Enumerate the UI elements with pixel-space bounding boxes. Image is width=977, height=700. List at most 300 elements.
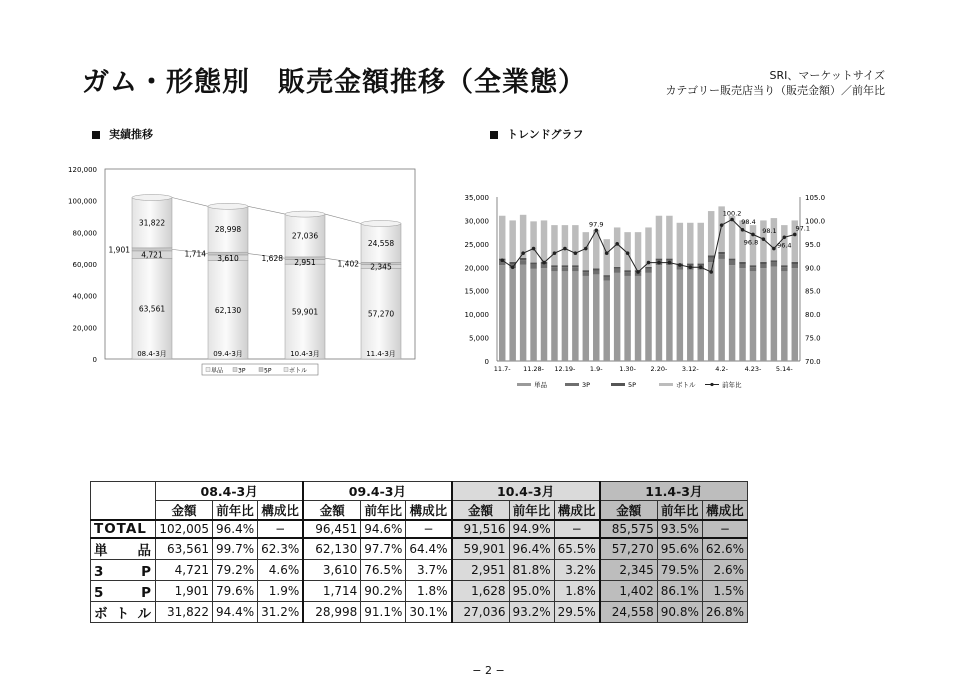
trend-bar-bottle xyxy=(603,239,609,275)
trend-bar-bottle xyxy=(572,225,578,265)
table-cell: 62.6% xyxy=(702,538,747,560)
data-label-3p: 3,610 xyxy=(217,253,239,263)
trend-bar-tanpin xyxy=(509,268,515,361)
legend-label: ボトル xyxy=(676,381,696,389)
yoy-point xyxy=(688,265,692,269)
source-line: カテゴリー販売店当り（販売金額）／前年比 xyxy=(665,84,885,97)
column-subheader: 構成比 xyxy=(554,501,600,521)
x-tick-label: 09.4-3月 xyxy=(213,350,243,358)
y-left-tick-label: 5,000 xyxy=(468,334,489,343)
trend-bar-tanpin xyxy=(635,276,641,361)
table-cell: 91,516 xyxy=(452,520,510,538)
legend-label: ボトル xyxy=(289,367,308,375)
trend-bar-tanpin xyxy=(771,267,777,361)
yoy-point xyxy=(741,228,745,232)
trend-bar-3p xyxy=(572,267,578,271)
yoy-point-label: 100.2 xyxy=(722,209,742,218)
trend-bar-3p xyxy=(603,277,609,281)
yoy-point xyxy=(720,223,724,227)
yoy-point xyxy=(793,233,797,237)
table-cell: 86.1% xyxy=(657,581,702,602)
trend-bar-3p xyxy=(551,267,557,271)
data-label-tanpin: 57,270 xyxy=(367,309,395,319)
table-row xyxy=(91,602,748,623)
table-row xyxy=(91,560,748,581)
row-label: TOTAL xyxy=(91,520,156,538)
trend-bar-tanpin xyxy=(760,268,766,361)
bar-top-cap xyxy=(285,211,325,217)
data-label-5p: 1,628 xyxy=(261,254,283,264)
trend-bar-tanpin xyxy=(562,271,568,361)
trend-bar-tanpin xyxy=(614,273,620,361)
x-tick-label: 1.30- xyxy=(619,365,637,373)
section-heading-trend: トレンドグラフ xyxy=(490,126,584,142)
trend-bar-tanpin xyxy=(572,271,578,361)
yoy-point xyxy=(668,261,672,265)
column-subheader: 金額 xyxy=(303,501,361,521)
trend-bar-tanpin xyxy=(541,268,547,361)
yoy-point-label: 96.8 xyxy=(743,238,759,247)
table-cell: 97.7% xyxy=(361,538,406,560)
data-label-tanpin: 63,561 xyxy=(138,304,166,314)
table-cell: 57,270 xyxy=(600,538,658,560)
table-cell: 2.6% xyxy=(702,560,747,581)
trend-bar-tanpin xyxy=(583,276,589,361)
table-cell: 102,005 xyxy=(156,520,213,538)
yoy-point xyxy=(553,251,557,255)
trend-bar-5p xyxy=(781,265,787,267)
table-cell: − xyxy=(702,520,747,538)
yoy-point-label: 98.1 xyxy=(762,227,777,236)
trend-bar-3p xyxy=(520,260,526,264)
trend-combo-chart xyxy=(455,185,835,400)
trend-bar-3p xyxy=(729,261,735,265)
x-tick-label: 1.9- xyxy=(589,365,603,373)
yoy-point xyxy=(626,251,630,255)
yoy-point xyxy=(542,261,546,265)
trend-bar-5p xyxy=(718,252,724,254)
table-cell: 31,822 xyxy=(156,602,213,623)
y-right-tick-label: 95.0 xyxy=(805,240,821,249)
legend-swatch xyxy=(565,383,579,386)
square-bullet-icon xyxy=(92,131,100,139)
yoy-point xyxy=(574,251,578,255)
yoy-point xyxy=(783,235,787,239)
y-left-tick-label: 25,000 xyxy=(464,240,489,249)
table-cell: 76.5% xyxy=(361,560,406,581)
legend-line-marker xyxy=(710,383,713,386)
table-row xyxy=(91,538,748,560)
x-tick-label: 2.20- xyxy=(650,365,668,373)
data-label-3p: 2,345 xyxy=(370,262,392,272)
trend-bar-5p xyxy=(698,264,704,266)
table-cell: 3.7% xyxy=(406,560,452,581)
y-right-tick-label: 105.0 xyxy=(805,194,826,202)
row-label: 5 P xyxy=(91,581,156,602)
table-cell: 59,901 xyxy=(452,538,510,560)
trend-bar-5p xyxy=(687,264,693,266)
y-right-tick-label: 75.0 xyxy=(805,334,821,343)
trend-bar-tanpin xyxy=(666,265,672,361)
yoy-point xyxy=(511,265,515,269)
page-title: ガム・形態別 販売金額推移（全業態） xyxy=(82,67,586,98)
yoy-point xyxy=(772,247,776,251)
yoy-point-label: 97.1 xyxy=(795,224,811,233)
trend-bar-5p xyxy=(530,263,536,265)
trend-bar-3p xyxy=(750,267,756,271)
trend-bar-bottle xyxy=(530,221,536,262)
trend-bar-3p xyxy=(562,267,568,271)
x-tick-label: 11.28- xyxy=(523,365,545,373)
results-stacked-bar-chart xyxy=(60,160,420,380)
legend-label: 前年比 xyxy=(722,381,742,389)
trend-bar-bottle xyxy=(687,223,693,264)
table-cell: 1.8% xyxy=(554,581,600,602)
table-cell: 94.4% xyxy=(213,602,258,623)
table-cell: 63,561 xyxy=(156,538,213,560)
data-label-bottle: 31,822 xyxy=(138,218,166,228)
y-right-tick-label: 90.0 xyxy=(805,264,821,273)
data-label-bottle: 24,558 xyxy=(367,238,395,248)
trend-bar-tanpin xyxy=(750,271,756,361)
yoy-point xyxy=(532,247,536,251)
data-label-tanpin: 59,901 xyxy=(291,307,319,317)
legend-label: 5P xyxy=(628,381,637,389)
y-tick-label: 60,000 xyxy=(72,261,97,269)
series-connector-line xyxy=(325,214,361,223)
column-subheader: 金額 xyxy=(156,501,213,521)
source-line: SRI、マーケットサイズ xyxy=(769,69,885,82)
legend-swatch xyxy=(233,368,237,372)
table-cell: 99.7% xyxy=(213,538,258,560)
yoy-point xyxy=(751,233,755,237)
yoy-point xyxy=(762,237,766,241)
trend-bar-tanpin xyxy=(677,270,683,361)
trend-bar-5p xyxy=(562,265,568,267)
table-cell: 30.1% xyxy=(406,602,452,623)
table-row xyxy=(91,581,748,602)
table-cell: 93.2% xyxy=(509,602,554,623)
y-tick-label: 0 xyxy=(92,356,97,364)
trend-bar-bottle xyxy=(614,227,620,266)
row-label: ボトル xyxy=(91,602,156,623)
page-number: − 2 − xyxy=(472,664,505,677)
table-cell: 94.6% xyxy=(361,520,406,538)
trend-bar-5p xyxy=(583,270,589,272)
series-connector-line xyxy=(248,206,285,214)
trend-bar-bottle xyxy=(509,220,515,261)
trend-bar-tanpin xyxy=(698,270,704,361)
trend-bar-tanpin xyxy=(624,276,630,361)
y-right-tick-label: 70.0 xyxy=(805,358,821,366)
summary-table xyxy=(90,481,748,623)
yoy-point xyxy=(594,228,598,232)
table-cell: − xyxy=(258,520,304,538)
trend-bar-5p xyxy=(729,259,735,261)
trend-bar-tanpin xyxy=(792,268,798,361)
source-note xyxy=(665,68,885,98)
column-subheader: 構成比 xyxy=(258,501,304,521)
trend-bar-bottle xyxy=(666,216,672,259)
trend-bar-bottle xyxy=(541,220,547,261)
table-cell: 91.1% xyxy=(361,602,406,623)
yoy-point xyxy=(636,270,640,274)
yoy-point xyxy=(657,261,661,265)
y-right-tick-label: 80.0 xyxy=(805,311,821,320)
table-cell: 95.6% xyxy=(657,538,702,560)
y-left-tick-label: 20,000 xyxy=(464,264,489,273)
table-cell: 79.6% xyxy=(213,581,258,602)
trend-bar-tanpin xyxy=(603,281,609,361)
trend-bar-3p xyxy=(781,267,787,271)
y-tick-label: 100,000 xyxy=(68,197,97,206)
y-left-tick-label: 0 xyxy=(484,358,489,366)
x-tick-label: 3.12- xyxy=(681,365,699,373)
table-cell: 1,628 xyxy=(452,581,510,602)
y-left-tick-label: 35,000 xyxy=(464,194,489,202)
trend-bar-3p xyxy=(614,269,620,273)
trend-bar-3p xyxy=(624,272,630,276)
data-label-bottle: 28,998 xyxy=(214,225,242,235)
trend-bar-5p xyxy=(666,259,672,261)
y-tick-label: 80,000 xyxy=(72,229,97,238)
trend-bar-5p xyxy=(750,265,756,267)
trend-bar-5p xyxy=(624,270,630,272)
table-cell: 94.9% xyxy=(509,520,554,538)
trend-bar-bottle xyxy=(635,232,641,270)
data-label-bottle: 27,036 xyxy=(291,231,319,241)
trend-bar-3p xyxy=(593,270,599,274)
table-cell: 96.4% xyxy=(509,538,554,560)
trend-bar-5p xyxy=(614,267,620,269)
trend-bar-3p xyxy=(760,264,766,268)
legend-swatch xyxy=(284,368,288,372)
period-header: 08.4-3月 xyxy=(156,482,304,501)
table-cell: 90.8% xyxy=(657,602,702,623)
trend-bar-tanpin xyxy=(718,259,724,361)
column-subheader: 前年比 xyxy=(509,501,554,521)
yoy-point-label: 96.4 xyxy=(777,241,792,250)
yoy-point xyxy=(730,218,734,222)
trend-bar-5p xyxy=(656,259,662,261)
table-cell: 29.5% xyxy=(554,602,600,623)
y-left-tick-label: 30,000 xyxy=(464,217,489,226)
yoy-point xyxy=(584,247,588,251)
data-label-5p: 1,402 xyxy=(337,259,359,269)
table-cell: 1.8% xyxy=(406,581,452,602)
yoy-point xyxy=(709,270,713,274)
trend-bar-bottle xyxy=(551,225,557,265)
trend-bar-5p xyxy=(645,267,651,269)
y-right-tick-label: 85.0 xyxy=(805,287,821,296)
y-right-tick-label: 100.0 xyxy=(805,217,826,226)
yoy-point xyxy=(678,263,682,267)
table-cell: 81.8% xyxy=(509,560,554,581)
table-cell: 65.5% xyxy=(554,538,600,560)
column-subheader: 構成比 xyxy=(702,501,747,521)
yoy-point xyxy=(605,251,609,255)
table-cell: 27,036 xyxy=(452,602,510,623)
table-corner xyxy=(91,482,156,521)
yoy-point xyxy=(563,247,567,251)
trend-bar-5p xyxy=(572,265,578,267)
trend-bar-tanpin xyxy=(520,265,526,361)
column-subheader: 構成比 xyxy=(406,501,452,521)
trend-bar-3p xyxy=(792,264,798,268)
table-row xyxy=(91,520,748,538)
x-tick-label: 5.14- xyxy=(775,365,793,373)
trend-bar-3p xyxy=(739,264,745,268)
x-tick-label: 11.7- xyxy=(493,365,511,373)
period-header: 11.4-3月 xyxy=(600,482,748,501)
legend-label: 3P xyxy=(582,381,591,389)
row-label: 3 P xyxy=(91,560,156,581)
trend-bar-bottle xyxy=(698,223,704,264)
table-cell: 1,901 xyxy=(156,581,213,602)
legend-swatch xyxy=(259,368,263,372)
section-heading-results: 実績推移 xyxy=(92,126,153,142)
x-tick-label: 12.19- xyxy=(554,365,576,373)
table-cell: 3,610 xyxy=(303,560,361,581)
trend-bar-tanpin xyxy=(739,268,745,361)
table-cell: 93.5% xyxy=(657,520,702,538)
trend-bar-tanpin xyxy=(781,271,787,361)
table-cell: − xyxy=(406,520,452,538)
table-cell: 62,130 xyxy=(303,538,361,560)
trend-bar-5p xyxy=(708,255,714,257)
yoy-point xyxy=(615,242,619,246)
trend-bar-tanpin xyxy=(499,265,505,361)
trend-bar-5p xyxy=(739,262,745,264)
table-cell: 79.5% xyxy=(657,560,702,581)
x-tick-label: 10.4-3月 xyxy=(290,350,320,358)
table-cell: 85,575 xyxy=(600,520,658,538)
x-tick-label: 11.4-3月 xyxy=(366,350,396,358)
bar-top-cap xyxy=(361,221,401,227)
table-cell: − xyxy=(554,520,600,538)
trend-bar-3p xyxy=(771,262,777,266)
legend-swatch xyxy=(611,383,625,386)
square-bullet-icon xyxy=(490,131,498,139)
table-cell: 1.5% xyxy=(702,581,747,602)
table-cell: 28,998 xyxy=(303,602,361,623)
legend-label: 5P xyxy=(264,367,272,375)
table-cell: 79.2% xyxy=(213,560,258,581)
trend-bar-bottle xyxy=(771,218,777,260)
row-label: 単 品 xyxy=(91,538,156,560)
yoy-point xyxy=(521,251,525,255)
period-header: 09.4-3月 xyxy=(303,482,451,501)
table-cell: 4,721 xyxy=(156,560,213,581)
trend-bar-5p xyxy=(520,258,526,260)
yoy-point xyxy=(500,258,504,262)
data-label-tanpin: 62,130 xyxy=(214,305,242,315)
legend-swatch xyxy=(659,383,673,386)
trend-bar-5p xyxy=(771,260,777,262)
trend-bar-5p xyxy=(603,275,609,277)
table-cell: 95.0% xyxy=(509,581,554,602)
trend-bar-tanpin xyxy=(687,270,693,361)
trend-bar-3p xyxy=(530,265,536,269)
column-subheader: 金額 xyxy=(600,501,658,521)
data-label-5p: 1,901 xyxy=(108,245,130,255)
trend-bar-tanpin xyxy=(708,262,714,361)
table-cell: 31.2% xyxy=(258,602,304,623)
y-tick-label: 120,000 xyxy=(68,166,97,174)
x-tick-label: 08.4-3月 xyxy=(137,350,167,358)
table-cell: 1,402 xyxy=(600,581,658,602)
y-left-tick-label: 10,000 xyxy=(464,311,489,320)
data-label-5p: 1,714 xyxy=(184,249,206,259)
trend-bar-3p xyxy=(541,264,547,268)
table-cell: 24,558 xyxy=(600,602,658,623)
legend-swatch xyxy=(206,368,210,372)
trend-bar-tanpin xyxy=(656,265,662,361)
x-tick-label: 4.2- xyxy=(715,365,728,373)
column-subheader: 前年比 xyxy=(361,501,406,521)
trend-bar-bottle xyxy=(708,211,714,255)
trend-bar-tanpin xyxy=(530,269,536,361)
yoy-point xyxy=(699,265,703,269)
table-cell: 64.4% xyxy=(406,538,452,560)
trend-bar-bottle xyxy=(499,216,505,259)
trend-bar-5p xyxy=(792,262,798,264)
column-subheader: 前年比 xyxy=(657,501,702,521)
table-cell: 1,714 xyxy=(303,581,361,602)
data-label-3p: 2,951 xyxy=(294,257,316,267)
legend-label: 単品 xyxy=(211,367,224,375)
table-cell: 96.4% xyxy=(213,520,258,538)
table-cell: 96,451 xyxy=(303,520,361,538)
table-cell: 26.8% xyxy=(702,602,747,623)
yoy-point xyxy=(647,261,651,265)
trend-bar-tanpin xyxy=(593,274,599,361)
table-cell: 2,951 xyxy=(452,560,510,581)
trend-bar-tanpin xyxy=(551,271,557,361)
trend-bar-bottle xyxy=(562,225,568,265)
yoy-point-label: 98.4 xyxy=(741,217,756,226)
trend-bar-5p xyxy=(551,265,557,267)
table-cell: 4.6% xyxy=(258,560,304,581)
x-tick-label: 4.23- xyxy=(744,365,762,373)
table-cell: 2,345 xyxy=(600,560,658,581)
trend-bar-tanpin xyxy=(729,265,735,361)
trend-bar-5p xyxy=(593,269,599,271)
trend-bar-bottle xyxy=(656,216,662,259)
y-tick-label: 40,000 xyxy=(72,292,97,301)
y-left-tick-label: 15,000 xyxy=(464,287,489,296)
trend-bar-3p xyxy=(645,269,651,273)
legend-swatch xyxy=(517,383,531,386)
legend-label: 単品 xyxy=(534,381,547,389)
table-cell: 3.2% xyxy=(554,560,600,581)
yoy-point-label: 97.9 xyxy=(589,220,604,229)
series-connector-line xyxy=(172,197,208,206)
period-header: 10.4-3月 xyxy=(452,482,600,501)
y-tick-label: 20,000 xyxy=(72,324,97,333)
data-label-3p: 4,721 xyxy=(141,250,163,260)
table-cell: 90.2% xyxy=(361,581,406,602)
legend-label: 3P xyxy=(238,367,246,375)
trend-bar-bottle xyxy=(677,223,683,264)
column-subheader: 金額 xyxy=(452,501,510,521)
trend-bar-bottle xyxy=(583,232,589,270)
column-subheader: 前年比 xyxy=(213,501,258,521)
trend-bar-tanpin xyxy=(645,273,651,361)
trend-bar-5p xyxy=(760,262,766,264)
table-cell: 1.9% xyxy=(258,581,304,602)
trend-bar-3p xyxy=(718,254,724,259)
